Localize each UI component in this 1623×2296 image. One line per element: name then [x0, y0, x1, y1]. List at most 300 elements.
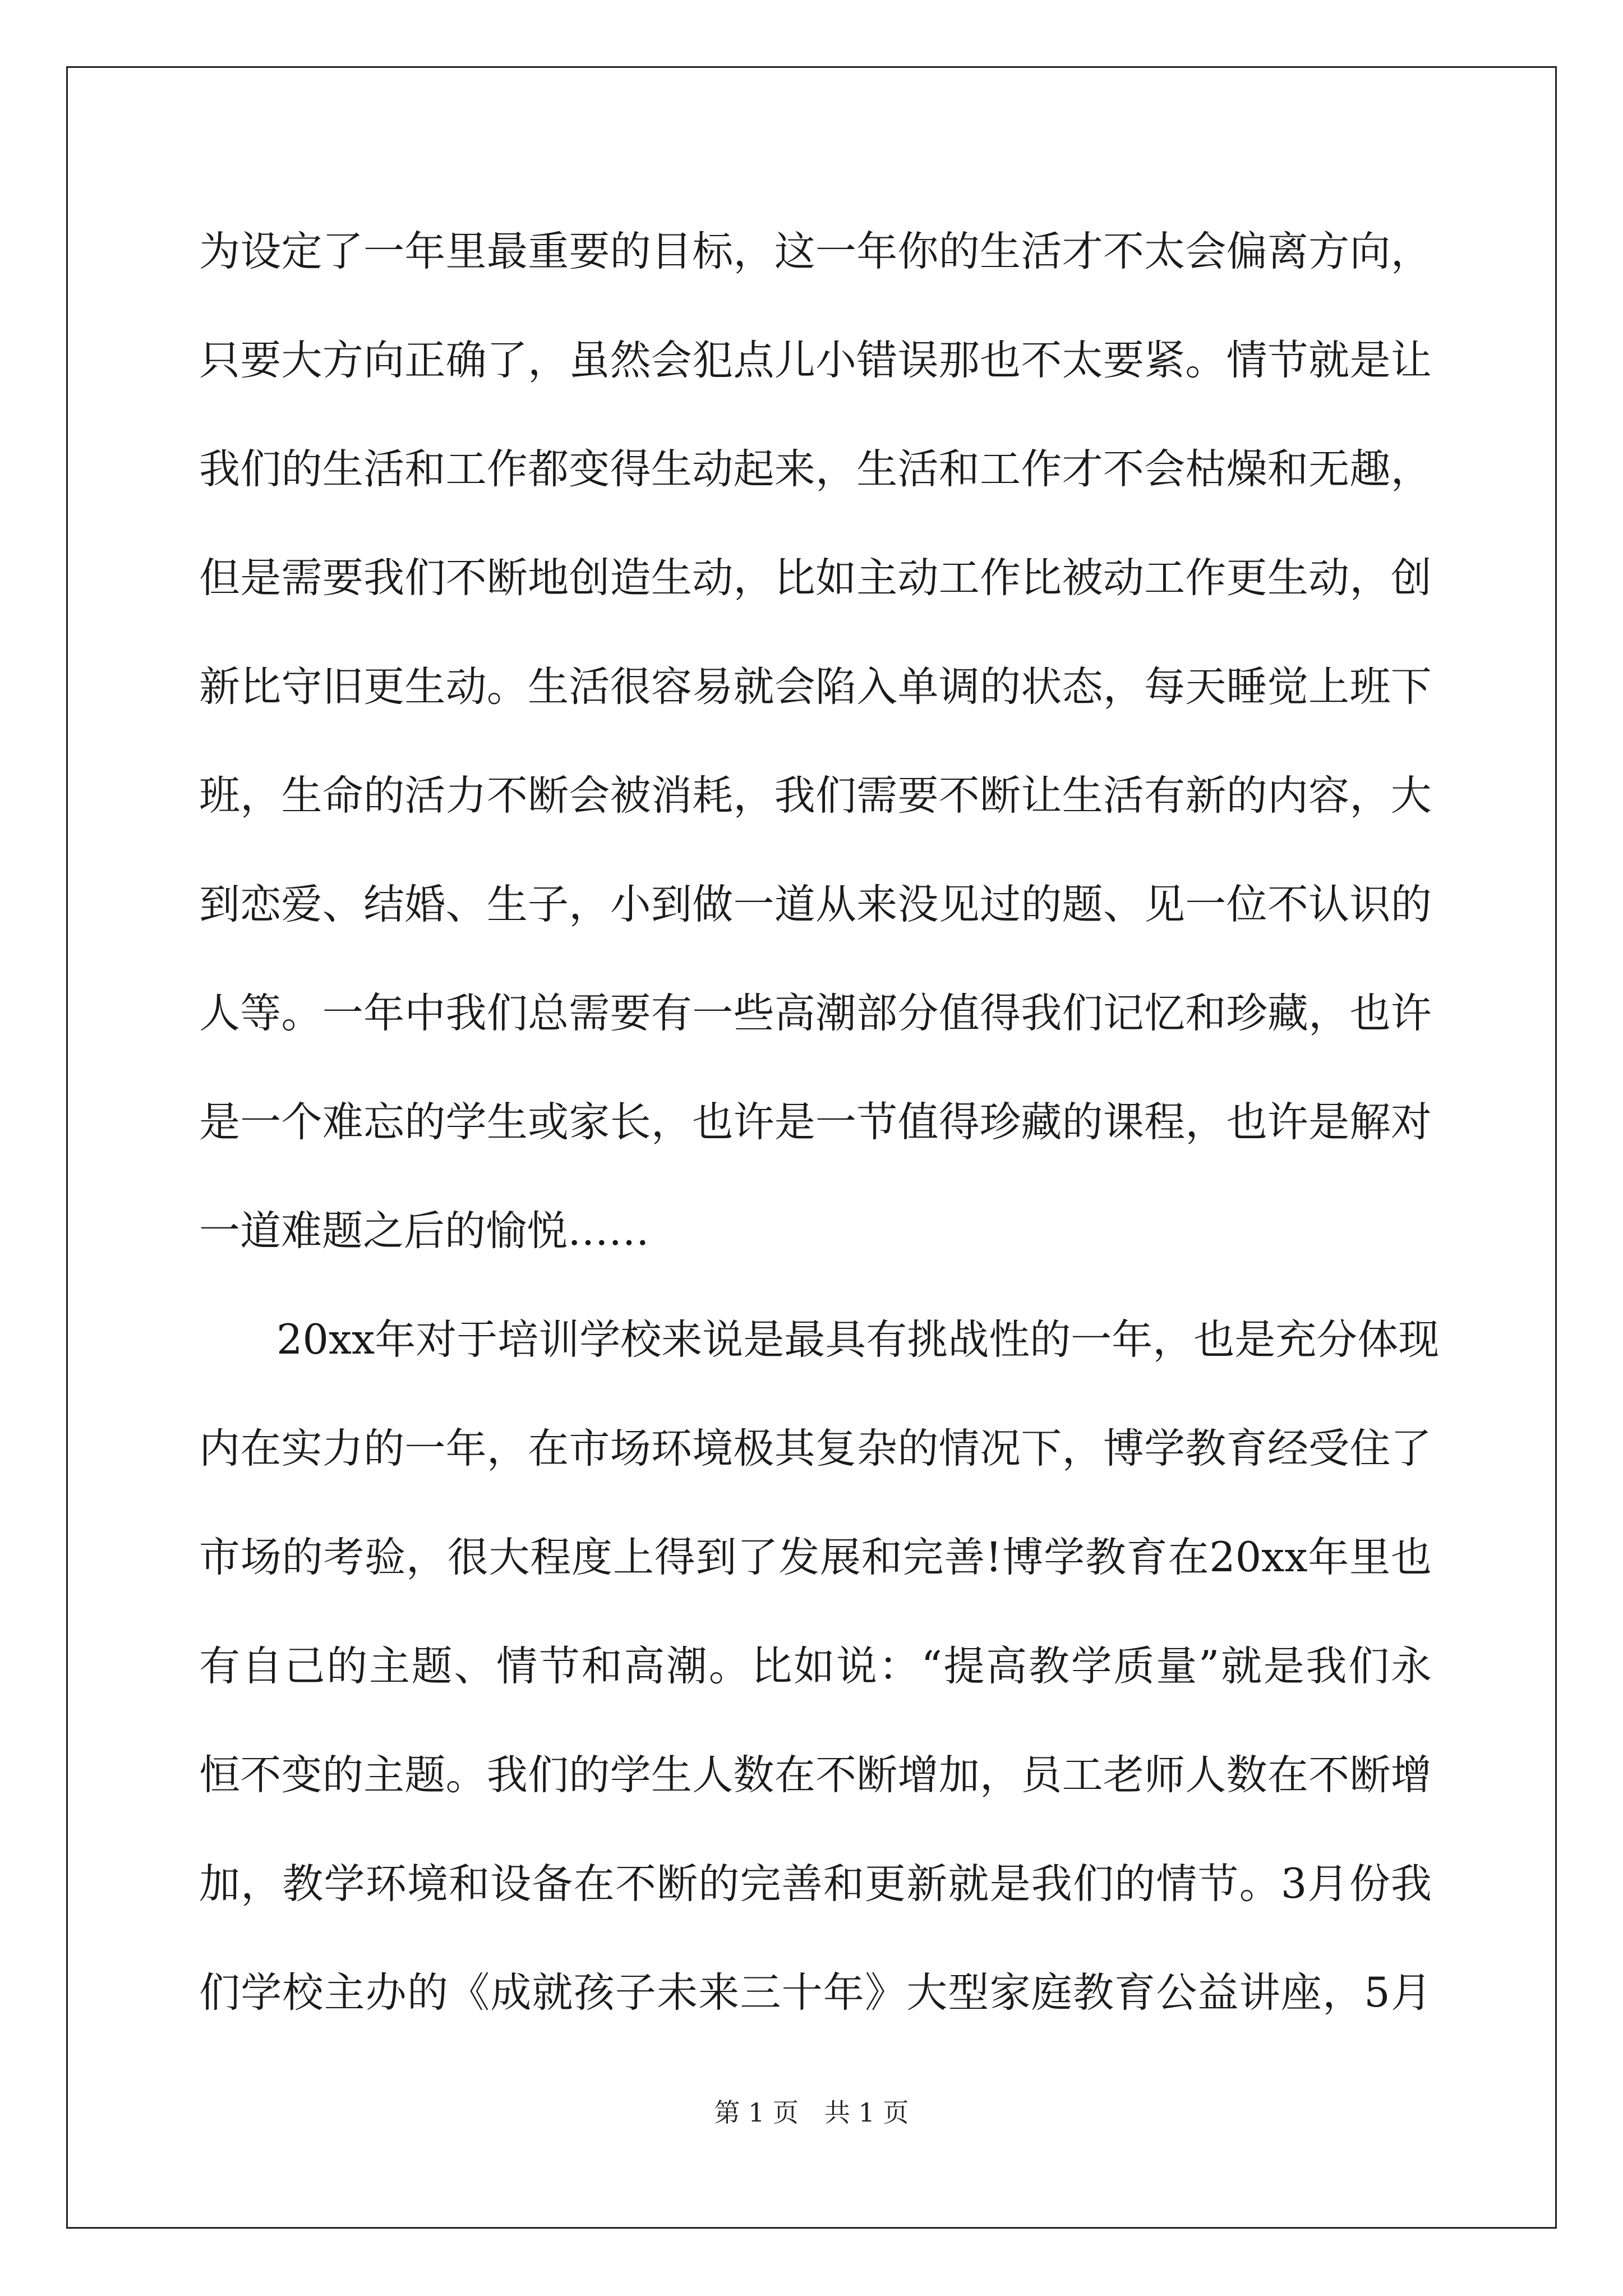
glyph: 虽 — [569, 337, 610, 384]
glyph: 比 — [751, 1642, 792, 1690]
glyph: 的 — [1226, 772, 1267, 820]
glyph: 许 — [1267, 1098, 1308, 1146]
glyph: 育 — [1114, 1969, 1156, 2017]
glyph: ， — [651, 1098, 692, 1146]
glyph: ， — [1103, 663, 1144, 711]
glyph: 大 — [1390, 772, 1432, 820]
glyph: 内 — [1267, 772, 1308, 820]
glyph: 活 — [1021, 228, 1062, 275]
glyph: 让 — [1021, 772, 1062, 820]
glyph: 忆 — [1144, 990, 1186, 1037]
glyph: 定 — [281, 228, 322, 275]
glyph: 上 — [1308, 663, 1350, 711]
glyph: 。 — [486, 663, 528, 711]
glyph: 如 — [794, 1642, 835, 1690]
glyph: 你 — [897, 228, 939, 275]
glyph: 就 — [948, 1860, 989, 1908]
glyph: 活 — [569, 663, 610, 711]
glyph: 最 — [784, 1316, 826, 1364]
glyph: 在 — [1168, 1534, 1209, 1581]
glyph: 培 — [497, 1316, 539, 1364]
glyph: 就 — [1308, 337, 1350, 384]
glyph: 作 — [486, 445, 528, 493]
glyph: ， — [1322, 1969, 1364, 2017]
glyph: 具 — [825, 1316, 866, 1364]
glyph: 小 — [815, 337, 856, 384]
glyph: 断 — [980, 772, 1021, 820]
glyph: 太 — [1062, 337, 1103, 384]
glyph: 人 — [199, 990, 240, 1037]
glyph: 到 — [695, 1534, 737, 1581]
glyph: 人 — [1185, 1751, 1227, 1799]
glyph: 很 — [610, 663, 651, 711]
glyph: 一 — [815, 228, 856, 275]
glyph: 耗 — [692, 772, 734, 820]
glyph: 场 — [610, 1425, 651, 1473]
glyph: 会 — [1144, 445, 1186, 493]
glyph: 师 — [1144, 1751, 1186, 1799]
glyph: 目 — [651, 228, 692, 275]
glyph: 不 — [240, 1751, 282, 1799]
glyph: 单 — [897, 663, 939, 711]
glyph: 学 — [324, 1860, 365, 1908]
glyph: 是 — [1308, 1098, 1350, 1146]
glyph: 和 — [581, 1642, 623, 1690]
glyph: 校 — [620, 1316, 662, 1364]
glyph: 得 — [610, 445, 651, 493]
text-line — [199, 760, 1432, 869]
glyph: 一 — [1185, 881, 1227, 928]
glyph: 状 — [1021, 663, 1062, 711]
glyph: 作 — [980, 554, 1021, 602]
glyph: 变 — [281, 1751, 322, 1799]
glyph: 和 — [404, 445, 446, 493]
glyph: 这 — [774, 228, 815, 275]
glyph: 现 — [1398, 1316, 1440, 1364]
glyph: 或 — [528, 1098, 569, 1146]
glyph: 道 — [240, 1207, 281, 1255]
glyph: 是 — [1234, 1316, 1276, 1364]
glyph: 断 — [528, 772, 569, 820]
glyph: 的 — [698, 1860, 740, 1908]
glyph: 下 — [1390, 663, 1432, 711]
glyph: 婚 — [404, 881, 446, 928]
glyph: 消 — [651, 772, 692, 820]
glyph: 些 — [733, 990, 774, 1037]
glyph: ： — [878, 1642, 920, 1690]
glyph: 动 — [692, 445, 734, 493]
glyph: 一 — [199, 1207, 240, 1255]
glyph: 会 — [569, 772, 610, 820]
glyph: 不 — [486, 772, 528, 820]
glyph: 更 — [1226, 554, 1267, 602]
glyph: 一 — [404, 1425, 446, 1473]
glyph: 一 — [733, 881, 774, 928]
glyph: 我 — [486, 1751, 528, 1799]
glyph: ， — [1062, 1425, 1103, 1473]
glyph: 益 — [1197, 1969, 1239, 2017]
glyph: 我 — [1021, 990, 1062, 1037]
glyph: 学 — [610, 1751, 651, 1799]
glyph: 经 — [1267, 1425, 1308, 1473]
glyph: 和 — [449, 1860, 490, 1908]
text-line — [199, 1087, 1432, 1195]
glyph: 和 — [861, 1534, 902, 1581]
glyph: ， — [1185, 1098, 1227, 1146]
glyph: 得 — [938, 1098, 980, 1146]
glyph: 教 — [282, 1860, 324, 1908]
glyph: 程 — [1144, 1098, 1186, 1146]
glyph: ， — [405, 1534, 447, 1581]
glyph: 的 — [407, 1969, 448, 2017]
glyph: 也 — [1349, 990, 1391, 1037]
glyph: 我 — [1390, 1860, 1432, 1908]
glyph: 来 — [774, 445, 815, 493]
glyph: 成 — [490, 1969, 532, 2017]
glyph: 生 — [856, 445, 898, 493]
glyph: 善 — [781, 1860, 823, 1908]
glyph: 需 — [569, 990, 610, 1037]
glyph: 市 — [199, 1534, 240, 1581]
text-line — [199, 1195, 1432, 1304]
glyph: 3 — [1280, 1860, 1307, 1908]
glyph: 生 — [486, 1098, 528, 1146]
glyph: 学 — [241, 1969, 282, 2017]
glyph: 教 — [1185, 1425, 1227, 1473]
glyph: 大 — [906, 1969, 948, 2017]
glyph: 儿 — [774, 337, 815, 384]
glyph: 生 — [1062, 772, 1103, 820]
glyph: 有 — [866, 1316, 907, 1364]
glyph: 偏 — [1226, 228, 1267, 275]
glyph: 会 — [1185, 228, 1227, 275]
glyph: ” — [1198, 1642, 1220, 1690]
glyph: 主 — [368, 1642, 410, 1690]
glyph: 要 — [1103, 337, 1144, 384]
glyph: 动 — [692, 554, 734, 602]
glyph: 也 — [1390, 1534, 1432, 1581]
glyph: 的 — [281, 445, 322, 493]
glyph: 质 — [1113, 1642, 1155, 1690]
glyph: 20xx — [276, 1316, 375, 1364]
glyph: 断 — [856, 1751, 898, 1799]
glyph: 不 — [615, 1860, 656, 1908]
glyph: 点 — [733, 337, 774, 384]
glyph: 在 — [774, 1751, 815, 1799]
glyph: 藏 — [1021, 1098, 1062, 1146]
glyph: 易 — [692, 663, 734, 711]
glyph: 育 — [1226, 1425, 1267, 1473]
glyph: 的 — [938, 228, 980, 275]
glyph: ， — [486, 1425, 528, 1473]
glyph: 家 — [569, 1098, 610, 1146]
glyph: 误 — [897, 337, 939, 384]
glyph: 的 — [1062, 1098, 1103, 1146]
glyph: 调 — [938, 663, 980, 711]
glyph: 要 — [610, 990, 651, 1037]
glyph: 燥 — [1226, 445, 1267, 493]
glyph: 十 — [781, 1969, 823, 2017]
glyph: 的 — [1390, 881, 1432, 928]
glyph: 育 — [1126, 1534, 1168, 1581]
glyph: 不 — [938, 772, 980, 820]
glyph: 们 — [199, 1969, 240, 2017]
glyph: 在 — [240, 1425, 282, 1473]
glyph: 市 — [569, 1425, 610, 1473]
glyph: 的 — [610, 228, 651, 275]
glyph: 份 — [1349, 1860, 1390, 1908]
glyph: 不 — [1021, 337, 1062, 384]
glyph: 陷 — [815, 663, 856, 711]
glyph: 月 — [1390, 1969, 1432, 2017]
glyph: 要 — [322, 554, 363, 602]
glyph: 充 — [1275, 1316, 1317, 1364]
glyph: 题 — [404, 1751, 446, 1799]
glyph: 都 — [528, 445, 569, 493]
glyph: 有 — [651, 990, 692, 1037]
glyph: 复 — [815, 1425, 856, 1473]
glyph: 了 — [486, 337, 528, 384]
glyph: 总 — [528, 990, 569, 1037]
glyph: 离 — [1267, 228, 1308, 275]
glyph: 完 — [740, 1860, 781, 1908]
glyph: 不 — [1103, 228, 1144, 275]
glyph: 年 — [1112, 1316, 1153, 1364]
glyph: 题 — [1062, 881, 1103, 928]
glyph: 加 — [938, 1751, 980, 1799]
glyph: 的 — [404, 1098, 446, 1146]
glyph: 部 — [856, 990, 898, 1037]
glyph: 来 — [856, 881, 898, 928]
glyph: 是 — [240, 554, 282, 602]
glyph: 永 — [1390, 1642, 1432, 1690]
glyph: 造 — [610, 554, 651, 602]
glyph: 学 — [445, 1098, 487, 1146]
glyph: 标 — [692, 228, 734, 275]
glyph: 公 — [1156, 1969, 1197, 2017]
glyph: 环 — [365, 1860, 407, 1908]
glyph: 座 — [1280, 1969, 1322, 2017]
glyph: 学 — [579, 1316, 621, 1364]
glyph: 、 — [454, 1642, 495, 1690]
glyph: 起 — [733, 445, 774, 493]
glyph: 。 — [1239, 1860, 1280, 1908]
glyph: 恋 — [240, 881, 282, 928]
glyph: 况 — [980, 1425, 1021, 1473]
text-line — [199, 1413, 1432, 1522]
glyph: 生 — [651, 445, 692, 493]
glyph: ， — [1152, 1316, 1194, 1364]
glyph: 主 — [363, 1751, 405, 1799]
glyph: 比 — [1021, 554, 1062, 602]
glyph: 备 — [532, 1860, 573, 1908]
glyph: 生 — [651, 1751, 692, 1799]
glyph: ， — [733, 228, 774, 275]
glyph: 断 — [657, 1860, 698, 1908]
glyph: 生 — [322, 445, 363, 493]
glyph: 。 — [708, 1642, 750, 1690]
glyph: 教 — [1029, 1642, 1070, 1690]
glyph: 容 — [651, 663, 692, 711]
glyph: 识 — [1349, 881, 1391, 928]
glyph: 到 — [199, 881, 240, 928]
glyph: 活 — [1103, 772, 1144, 820]
text-line — [199, 216, 1432, 325]
glyph: 作 — [1021, 445, 1062, 493]
glyph: 入 — [856, 663, 898, 711]
glyph: 校 — [282, 1969, 324, 2017]
glyph: … — [608, 1207, 649, 1255]
glyph: 是 — [199, 1098, 240, 1146]
glyph: 地 — [528, 554, 569, 602]
glyph: 需 — [856, 772, 898, 820]
glyph: 于 — [457, 1316, 498, 1364]
glyph: 和 — [823, 1860, 864, 1908]
glyph: 子 — [528, 881, 569, 928]
glyph: 更 — [363, 663, 405, 711]
glyph: 展 — [819, 1534, 861, 1581]
glyph: 生 — [1267, 554, 1308, 602]
glyph: ， — [1349, 772, 1391, 820]
glyph: 和 — [1185, 990, 1227, 1037]
glyph: 潮 — [666, 1642, 708, 1690]
glyph: 也 — [692, 1098, 734, 1146]
glyph: 中 — [404, 990, 446, 1037]
glyph: 道 — [774, 881, 815, 928]
glyph: 受 — [1308, 1425, 1350, 1473]
glyph: 的 — [282, 1534, 323, 1581]
glyph: “ — [921, 1642, 942, 1690]
glyph: 、 — [322, 881, 363, 928]
glyph: 方 — [322, 337, 363, 384]
glyph: 一 — [815, 1098, 856, 1146]
glyph: 分 — [1316, 1316, 1358, 1364]
glyph: 月 — [1307, 1860, 1349, 1908]
glyph: 生 — [528, 663, 569, 711]
glyph: 5 — [1364, 1969, 1390, 2017]
glyph: 忘 — [363, 1098, 405, 1146]
glyph: 内 — [199, 1425, 240, 1473]
glyph: 生 — [404, 663, 446, 711]
glyph: 来 — [661, 1316, 703, 1364]
text-line — [199, 651, 1432, 760]
glyph: 老 — [1103, 1751, 1144, 1799]
glyph: 小 — [610, 881, 651, 928]
glyph: 和 — [1267, 445, 1308, 493]
glyph: 不 — [1308, 1751, 1350, 1799]
glyph: 们 — [1062, 990, 1103, 1037]
glyph: 员 — [1021, 1751, 1062, 1799]
text-line — [199, 869, 1432, 978]
glyph: 爱 — [281, 881, 322, 928]
glyph: 是 — [743, 1316, 785, 1364]
glyph: 要 — [240, 337, 282, 384]
glyph: ， — [733, 772, 774, 820]
glyph: 确 — [445, 337, 487, 384]
glyph: 睡 — [1226, 663, 1267, 711]
glyph: 动 — [897, 554, 939, 602]
glyph: 提 — [943, 1642, 985, 1690]
glyph: 只 — [199, 337, 240, 384]
glyph: 之 — [363, 1207, 404, 1255]
glyph: 最 — [486, 228, 528, 275]
glyph: 年 — [856, 228, 898, 275]
glyph: 重 — [528, 228, 569, 275]
glyph: 说 — [702, 1316, 744, 1364]
glyph: 容 — [1308, 772, 1350, 820]
glyph: 高 — [624, 1642, 665, 1690]
glyph: 有 — [199, 1642, 240, 1690]
glyph: 学 — [1144, 1425, 1186, 1473]
glyph: 验 — [365, 1534, 406, 1581]
glyph: 在 — [1267, 1751, 1308, 1799]
glyph: 解 — [1349, 1098, 1391, 1146]
glyph: 创 — [1390, 554, 1432, 602]
glyph: 设 — [490, 1860, 532, 1908]
glyph: 上 — [612, 1534, 654, 1581]
glyph: 是 — [1349, 337, 1391, 384]
glyph: 自 — [241, 1642, 283, 1690]
glyph: 才 — [1062, 228, 1103, 275]
glyph: 战 — [948, 1316, 989, 1364]
glyph: 们 — [528, 1751, 569, 1799]
glyph: ， — [1349, 554, 1391, 602]
glyph: 了 — [1390, 1425, 1432, 1473]
glyph: 庭 — [1031, 1969, 1072, 2017]
glyph: 得 — [980, 990, 1021, 1037]
glyph: 新 — [1185, 772, 1227, 820]
glyph: 。 — [445, 1751, 487, 1799]
glyph: 新 — [906, 1860, 948, 1908]
glyph: 情 — [496, 1642, 538, 1690]
glyph: 生 — [980, 228, 1021, 275]
glyph: 孩 — [573, 1969, 615, 2017]
glyph: 趣 — [1349, 445, 1391, 493]
text-line — [199, 1740, 1432, 1848]
glyph: 在 — [528, 1425, 569, 1473]
text-line — [199, 1522, 1432, 1631]
glyph: 珍 — [980, 1098, 1021, 1146]
glyph: 不 — [1267, 881, 1308, 928]
glyph: 学 — [1071, 1642, 1112, 1690]
glyph: 作 — [1185, 554, 1227, 602]
glyph: 向 — [363, 337, 405, 384]
glyph: 力 — [322, 1425, 363, 1473]
glyph: 班 — [199, 772, 240, 820]
glyph: 考 — [323, 1534, 365, 1581]
glyph: 题 — [411, 1642, 453, 1690]
glyph: 境 — [692, 1425, 734, 1473]
glyph: 值 — [938, 990, 980, 1037]
glyph: 没 — [897, 881, 939, 928]
glyph: 善 — [944, 1534, 985, 1581]
glyph: 也 — [980, 337, 1021, 384]
glyph: 等 — [240, 990, 282, 1037]
glyph: 一 — [692, 990, 734, 1037]
glyph: ， — [980, 1751, 1021, 1799]
glyph: 学 — [1044, 1534, 1085, 1581]
glyph: 我 — [363, 554, 405, 602]
glyph: 年 — [363, 990, 405, 1037]
glyph: 的 — [326, 1642, 368, 1690]
glyph: 场 — [240, 1534, 282, 1581]
glyph: 境 — [407, 1860, 448, 1908]
glyph: 课 — [1103, 1098, 1144, 1146]
glyph: 但 — [199, 554, 240, 602]
glyph: 对 — [1390, 1098, 1432, 1146]
glyph: 了 — [322, 228, 363, 275]
glyph: 年 — [1308, 1534, 1349, 1581]
